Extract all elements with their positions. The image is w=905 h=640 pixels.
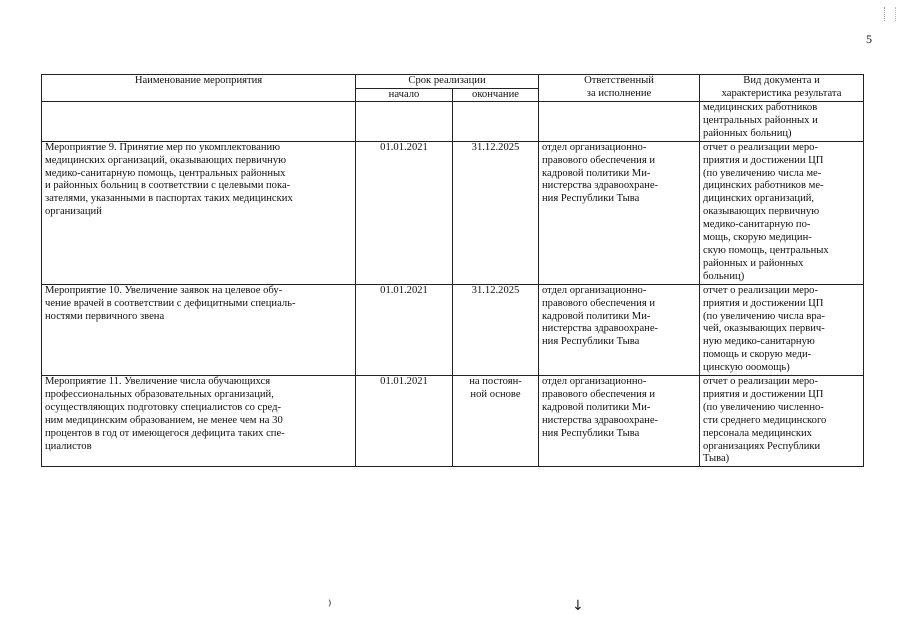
margin-stamp-mark	[884, 7, 896, 21]
cell-responsible	[539, 102, 700, 142]
activities-table	[41, 74, 864, 467]
text-line: приятия и достижении ЦП	[703, 388, 824, 400]
cell-name	[42, 102, 356, 142]
text-line: 31.12.2025	[471, 141, 520, 153]
text-line: зателями, указанными в паспортах таких медицинских	[45, 193, 293, 205]
cell-name	[42, 284, 356, 375]
cell-name	[42, 141, 356, 284]
text-line: нистерства здравоохране-	[542, 323, 659, 335]
text-line: приятия и достижении ЦП	[703, 154, 824, 166]
cell-start	[356, 102, 453, 142]
text-line: чей, оказывающих первич-	[703, 323, 825, 335]
page-number: 5	[866, 32, 872, 46]
text-line: (по увеличению численно-	[703, 401, 824, 413]
text-line: районных больниц)	[703, 127, 792, 139]
text-line: процентов в год от имеющегося дефицита таких спе-	[45, 427, 285, 439]
text-line: ную медико-санитарную	[703, 336, 815, 348]
text-line: мощь, скорую медицин-	[703, 232, 812, 244]
text-line: медицинских организаций, оказывающих первичную	[45, 154, 287, 166]
text-line: кадровой политики Ми-	[542, 167, 651, 179]
text-line: Мероприятие 11. Увеличение числа обучающихся	[45, 376, 271, 388]
text-line: ностями первичного звена	[45, 310, 165, 322]
text-line: Мероприятие 10. Увеличение заявок на целевое обу-	[45, 284, 283, 296]
text-line: центральных районных и	[703, 114, 818, 126]
cell-start: 01.01.2021	[356, 284, 453, 375]
cell-start: 01.01.2021	[356, 141, 453, 284]
text-line: кадровой политики Ми-	[542, 310, 651, 322]
text-line: медико-санитарную по-	[703, 219, 811, 231]
header-responsible: Ответственный за исполнение	[539, 75, 700, 102]
text-line: организациях Республики	[703, 440, 821, 452]
handwritten-mark: ↓	[572, 598, 584, 614]
header-document-type: Вид документа и характеристика результата	[700, 75, 864, 102]
cell-end	[453, 284, 539, 375]
table-row	[42, 141, 864, 284]
cell-responsible	[539, 376, 700, 467]
text-line: отчет о реализации меро-	[703, 141, 819, 153]
text-line: чение врачей в соответствии с дефицитными специаль-	[45, 297, 296, 309]
table-row	[42, 284, 864, 375]
text-line: правового обеспечения и	[542, 388, 656, 400]
table-row	[42, 376, 864, 467]
table-row-continuation	[42, 102, 864, 142]
text-line: 31.12.2025	[471, 284, 520, 296]
cell-name	[42, 376, 356, 467]
text-line: (по увеличению числа ме-	[703, 167, 822, 179]
text-line: дицинских работников ме-	[703, 180, 824, 192]
text-line: нистерства здравоохране-	[542, 414, 659, 426]
text-line: больниц)	[703, 270, 745, 282]
cell-end	[453, 376, 539, 467]
text-line: профессиональных образовательных организаций,	[45, 388, 274, 400]
text-line: и районных больниц в соответствии с целевыми пока-	[45, 180, 291, 192]
header-end: окончание	[453, 88, 539, 102]
text-line: нистерства здравоохране-	[542, 180, 659, 192]
text-line: ния Республики Тыва	[542, 193, 640, 205]
text-line: циалистов	[45, 440, 92, 452]
text-line: районных и районных	[703, 257, 804, 269]
text-line: (по увеличению числа вра-	[703, 310, 825, 322]
text-line: Тыва)	[703, 453, 730, 465]
cell-start: 01.01.2021	[356, 376, 453, 467]
cell-responsible	[539, 284, 700, 375]
cell-responsible	[539, 141, 700, 284]
text-line: отдел организационно-	[542, 141, 647, 153]
text-line: осуществляющих подготовку специалистов со сред-	[45, 401, 282, 413]
text-line: ной основе	[470, 388, 521, 400]
text-line: правового обеспечения и	[542, 154, 656, 166]
text-line: отдел организационно-	[542, 376, 647, 388]
header-start: начало	[356, 88, 453, 102]
text-line: ния Республики Тыва	[542, 336, 640, 348]
text-line: Мероприятие 9. Принятие мер по укомплектованию	[45, 141, 281, 153]
table-header-row	[42, 75, 864, 89]
cell-document	[700, 102, 864, 142]
text-line: цинскую ооомощь)	[703, 362, 790, 374]
text-line: отчет о реализации меро-	[703, 376, 819, 388]
cell-document	[700, 141, 864, 284]
text-line: оказывающих первичную	[703, 206, 820, 218]
text-line: медицинских работников	[703, 102, 818, 113]
cell-document	[700, 284, 864, 375]
text-line: помощь и скорую меди-	[703, 349, 812, 361]
header-activity-name: Наименование мероприятия	[42, 75, 356, 102]
text-line: приятия и достижении ЦП	[703, 297, 824, 309]
text-line: правового обеспечения и	[542, 297, 656, 309]
text-line: ним медицинским образованием, не менее чем на 30	[45, 414, 283, 426]
handwritten-mark: ⁾	[328, 598, 332, 614]
text-line: медико-санитарную помощь, центральных районных	[45, 167, 286, 179]
text-line: ния Республики Тыва	[542, 427, 640, 439]
cell-end	[453, 141, 539, 284]
text-line: отчет о реализации меро-	[703, 284, 819, 296]
text-line: скую помощь, центральных	[703, 244, 829, 256]
header-period: Срок реализации	[356, 75, 539, 89]
text-line: сти среднего медицинского	[703, 414, 827, 426]
text-line: дицинских организаций,	[703, 193, 815, 205]
text-line: кадровой политики Ми-	[542, 401, 651, 413]
text-line: отдел организационно-	[542, 284, 647, 296]
cell-document	[700, 376, 864, 467]
text-line: организаций	[45, 206, 102, 218]
cell-end	[453, 102, 539, 142]
text-line: на постоян-	[469, 376, 522, 388]
text-line: персонала медицинских	[703, 427, 812, 439]
